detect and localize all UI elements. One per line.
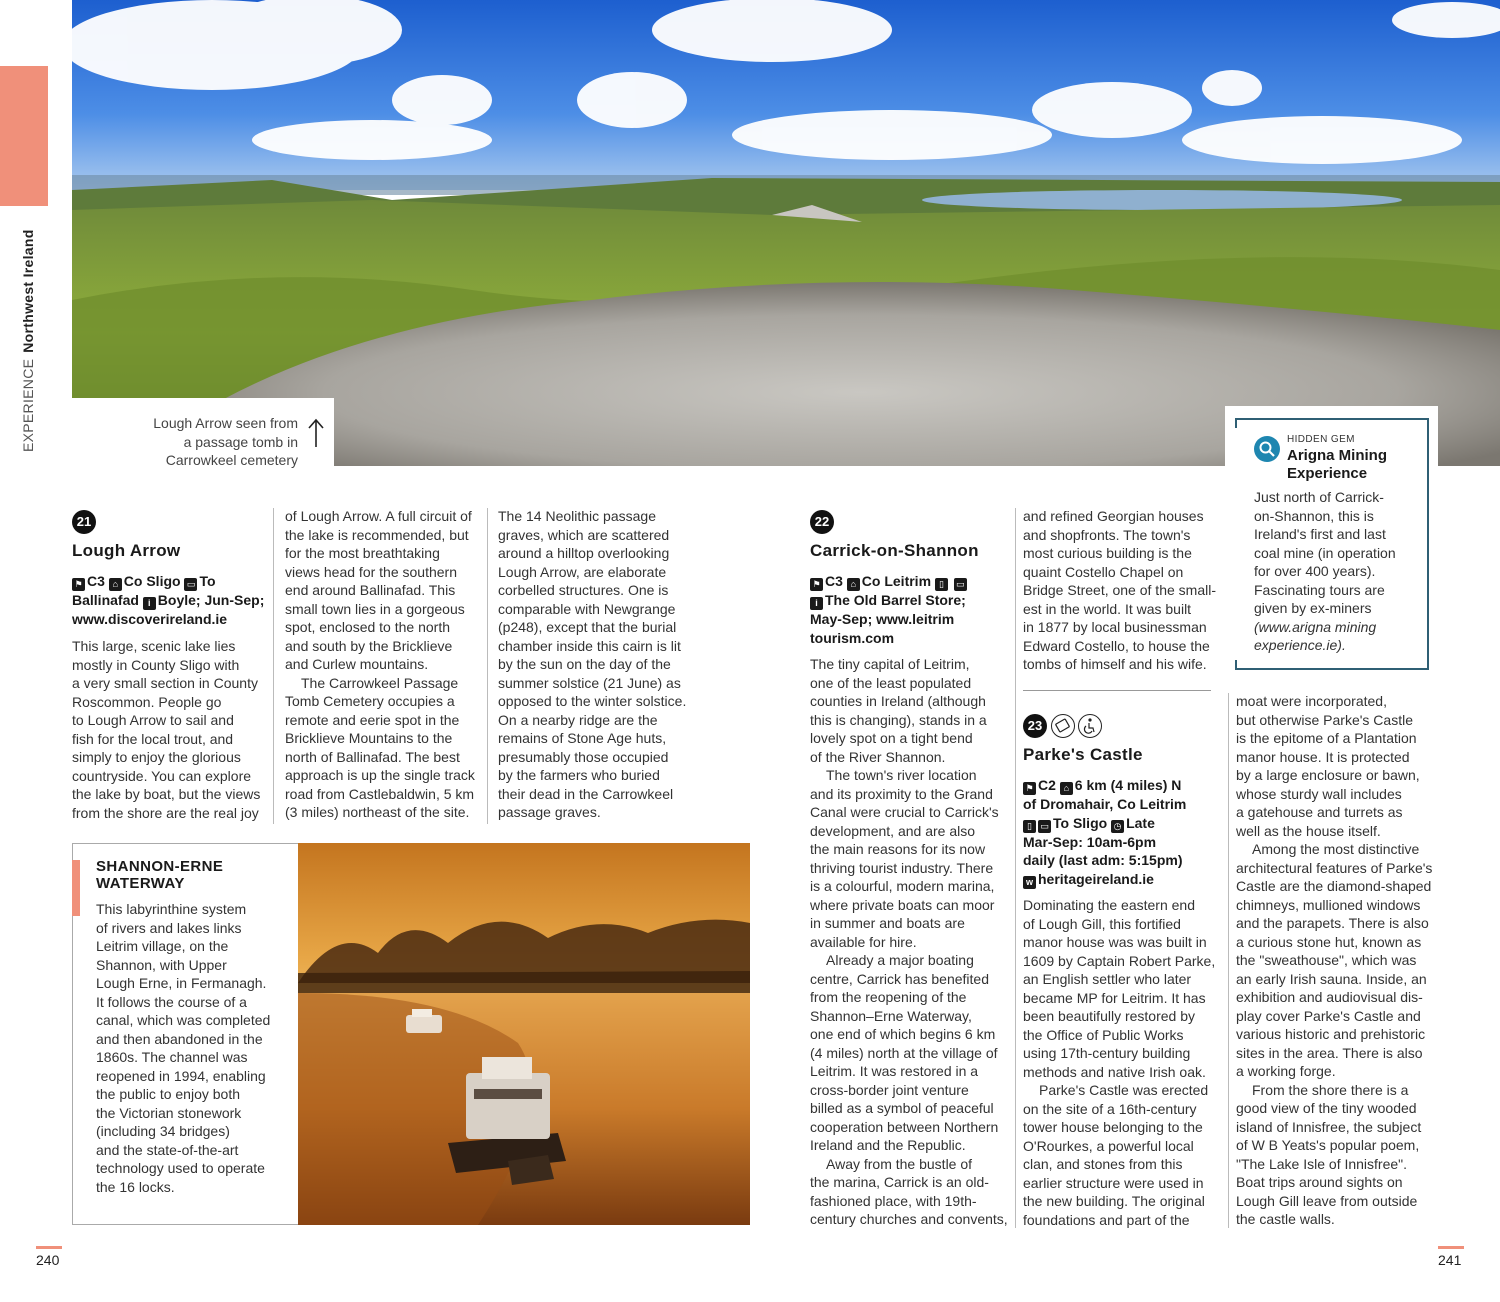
body-line: tower house belonging to the — [1023, 1119, 1203, 1135]
body-line: Lough Erne, in Fermanagh. — [96, 975, 267, 991]
body-line: Lough Gill leave from outside — [1236, 1192, 1418, 1209]
location-icon: ⌂ — [109, 578, 122, 591]
bus-icon: ▭ — [954, 578, 967, 591]
body-line: where private boats can moor — [810, 896, 995, 913]
body-line: a working forge. — [1236, 1063, 1336, 1079]
body-line: Already a major boating — [826, 952, 974, 968]
body-line: the "sweathouse", which was — [1236, 952, 1417, 968]
body-line: 1860s. The channel was — [96, 1049, 248, 1065]
body-line: but otherwise Parke's Castle — [1236, 711, 1413, 728]
body-line: reopened in 1994, enabling — [96, 1067, 266, 1084]
page-number-right: 241 — [1438, 1252, 1462, 1268]
body-line: and the state-of-the-art — [96, 1141, 239, 1158]
body-line: the lake is recommended, but — [285, 526, 469, 543]
body-line: to Lough Arrow to sail and — [72, 712, 234, 728]
caption-line: Lough Arrow seen from — [153, 415, 298, 431]
body-line: Ireland's first and last — [1254, 526, 1386, 542]
body-line: It follows the course of a — [96, 993, 247, 1010]
body-line: This large, scenic lake lies — [72, 638, 236, 654]
hero-photo-lough-arrow — [72, 0, 1500, 466]
body-line: views head for the southern — [285, 563, 457, 580]
body-line: Fascinating tours are — [1254, 581, 1385, 598]
body-line: one end of which begins 6 km — [810, 1026, 996, 1042]
body-line: the public to enjoy both — [96, 1086, 240, 1102]
body-line: exhibition and audiovisual dis- — [1236, 989, 1423, 1005]
body-line: road from Castlebaldwin, 5 km — [285, 785, 475, 802]
carrick-col2 — [1023, 507, 1228, 674]
body-line: architectural features of Parke's — [1236, 859, 1433, 876]
body-line: Leitrim. It was restored in a — [810, 1063, 979, 1079]
body-line: their dead in the Carrowkeel — [498, 785, 674, 802]
body-line: and then abandoned in the — [96, 1030, 263, 1047]
body-line: most curious building is the — [1023, 545, 1192, 561]
body-line: clan, and stones from this — [1023, 1156, 1183, 1172]
hero-caption — [120, 414, 298, 470]
body-line: is a colourful, modern marina, — [810, 878, 995, 894]
body-line: thriving tourist industry. There — [810, 859, 994, 876]
body-line: various historic and prehistoric — [1236, 1026, 1426, 1042]
side-accent-bar — [0, 66, 48, 206]
body-line: is the epitome of a Plantation — [1236, 730, 1417, 746]
body-line: (p248), except that the burial — [498, 619, 677, 635]
body-line: and Curlew mountains. — [285, 656, 429, 672]
body-line: the Victorian stonework — [96, 1104, 242, 1121]
body-line: countryside. You can explore — [72, 767, 252, 784]
body-line: The town's river location — [826, 767, 977, 783]
body-line: small town lies in a gorgeous — [285, 600, 465, 617]
body-line: quaint Costello Chapel on — [1023, 563, 1184, 580]
side-section-label — [20, 212, 36, 452]
column-rule — [487, 508, 488, 824]
lough-arrow-col1 — [72, 637, 268, 822]
body-line: this is changing), stands in a — [810, 711, 987, 728]
hidden-gem-text — [1254, 488, 1420, 655]
body-line: an English settler who later — [1023, 971, 1192, 987]
carrick-col1 — [810, 655, 1010, 1229]
body-line: development, and are also — [810, 822, 975, 839]
body-line: Among the most distinctive — [1252, 841, 1420, 857]
accessibility-icon — [1078, 714, 1102, 738]
location-icon: ⌂ — [847, 578, 860, 591]
parkes-info: ⚑ C2 ⌂ 6 km (4 miles) N of Dromahair, Co Leitrim ▯ ▭ To Sligo ◷ Late Mar-Sep: 10am-6pm daily (last adm: 5:15pm) w heritageireland.ie — [1023, 777, 1187, 887]
body-line: Castle are the diamond-shaped — [1236, 878, 1432, 894]
body-line: cross-border joint venture — [810, 1081, 969, 1098]
map-icon: ⚑ — [72, 578, 85, 591]
body-line: in 1877 by local businessman — [1023, 619, 1207, 635]
body-line: Bricklieve Mountains to the — [285, 730, 453, 746]
body-line: (3 miles) northeast of the site. — [285, 804, 470, 820]
body-line: Ireland and the Republic. — [810, 1137, 966, 1153]
body-line: for the most breathtaking — [285, 545, 440, 561]
body-line: The Carrowkeel Passage — [301, 674, 459, 691]
train-icon: ▯ — [1023, 820, 1036, 833]
body-line: Away from the bustle of — [826, 1155, 973, 1172]
section-title-parkes: Parke's Castle — [1023, 745, 1143, 764]
body-line: O'Rourkes, a powerful local — [1023, 1137, 1194, 1154]
hidden-gem-title: Arigna Mining Experience — [1287, 447, 1387, 482]
body-line: and its proximity to the Grand — [810, 785, 993, 802]
body-line: counties in Ireland (although — [810, 693, 986, 709]
body-line: a very small section in County — [72, 675, 258, 691]
body-line: comparable with Newgrange — [498, 600, 676, 617]
body-line: by the sun on the day of the — [498, 656, 671, 672]
page-number-left: 240 — [36, 1252, 60, 1268]
body-line: opposed to the winter solstice. — [498, 693, 687, 709]
body-line: the new building. The original — [1023, 1193, 1205, 1209]
side-section: EXPERIENCE — [20, 358, 36, 452]
body-line: by the farmers who buried — [498, 767, 660, 783]
body-line: Bridge Street, one of the small- — [1023, 582, 1216, 598]
body-line: est in the world. It was built — [1023, 600, 1192, 617]
body-line: whose sturdy wall includes — [1236, 785, 1402, 802]
section-title-lough-arrow: Lough Arrow — [72, 541, 181, 560]
body-line: graves, which are scattered — [498, 526, 670, 543]
body-line: of Lough Gill, this fortified — [1023, 915, 1181, 932]
body-line: summer solstice (21 June) as — [498, 674, 681, 691]
body-line: methods and native Irish oak. — [1023, 1063, 1206, 1080]
shannon-erne-title: SHANNON-ERNE WATERWAY — [96, 858, 224, 892]
location-icon: ⌂ — [1060, 782, 1073, 795]
body-line: remote and eerie spot in the — [285, 711, 460, 728]
body-line: island of Innisfree, the subject — [1236, 1118, 1422, 1135]
body-line: sites in the area. There is also — [1236, 1044, 1423, 1061]
body-line: fashioned place, with 19th- — [810, 1192, 977, 1209]
body-line: Shannon, with Upper — [96, 956, 227, 973]
body-line: passage graves. — [498, 804, 601, 820]
hidden-gem-label: HIDDEN GEM — [1287, 434, 1355, 445]
body-line: by a large enclosure or bawn, — [1236, 767, 1420, 783]
body-line: of rivers and lakes links — [96, 919, 242, 936]
body-line: from the reopening of the — [810, 989, 967, 1005]
map-icon: ⚑ — [1023, 782, 1036, 795]
parkes-col2 — [1023, 896, 1228, 1229]
body-line: one of the least populated — [810, 674, 972, 691]
train-icon: ▯ — [935, 578, 948, 591]
body-line: spot, enclosed to the north — [285, 619, 450, 635]
body-line: lovely spot on a tight bend — [810, 730, 973, 746]
body-line: approach is up the single track — [285, 767, 475, 783]
body-line: Dominating the eastern end — [1023, 897, 1195, 913]
side-region: Northwest Ireland — [20, 229, 36, 353]
body-line: the main reasons for its now — [810, 841, 986, 857]
body-line: century churches and convents, — [810, 1211, 1008, 1227]
website-icon: w — [1023, 876, 1036, 889]
body-line: and refined Georgian houses — [1023, 508, 1204, 524]
page-number-bar — [36, 1246, 62, 1249]
body-line: the marina, Carrick is an old- — [810, 1174, 989, 1190]
ticket-icon — [1051, 714, 1075, 738]
body-line: canal, which was completed — [96, 1012, 271, 1028]
body-line: the castle walls. — [1236, 1211, 1335, 1227]
section-title-carrick: Carrick-on-Shannon — [810, 541, 979, 560]
body-line: technology used to operate — [96, 1160, 265, 1176]
body-line: and shopfronts. The town's — [1023, 526, 1191, 543]
body-line: Shannon–Erne Waterway, — [810, 1007, 972, 1024]
body-line: of W B Yeats's popular poem, — [1236, 1137, 1420, 1153]
body-line: available for hire. — [810, 933, 917, 950]
lough-arrow-col2 — [285, 507, 485, 822]
body-line: From the shore there is a — [1252, 1081, 1409, 1098]
body-line: simply to enjoy the glorious — [72, 749, 241, 765]
body-line: of the River Shannon. — [810, 748, 946, 765]
section-number-22: 22 — [810, 510, 834, 534]
carrick-info: ⚑ C3 ⌂ Co Leitrim ▯ ▭ i The Old Barrel Store; May-Sep; www.leitrim tourism.com — [810, 573, 966, 646]
body-line: and the parapets. There is also — [1236, 915, 1429, 931]
body-line: chamber inside this cairn is lit — [498, 637, 681, 654]
body-line: the lake by boat, but the views — [72, 786, 261, 802]
page-number-bar — [1438, 1246, 1464, 1249]
body-line: corbelled structures. One is — [498, 582, 669, 598]
bus-icon: ▭ — [184, 578, 197, 591]
body-line: well as the house itself. — [1236, 822, 1381, 839]
body-line: good view of the tiny wooded — [1236, 1100, 1417, 1116]
body-line: earlier structure were used in — [1023, 1174, 1204, 1191]
body-line: north of Ballinafad. The best — [285, 748, 460, 765]
body-line: the Office of Public Works — [1023, 1026, 1184, 1043]
body-line: became MP for Leitrim. It has — [1023, 989, 1206, 1006]
info-icon: i — [810, 597, 823, 610]
body-line: been beautifully restored by — [1023, 1008, 1195, 1024]
body-line: on the site of a 16th-century — [1023, 1100, 1197, 1117]
section-divider — [1023, 690, 1211, 691]
body-line: Roscommon. People go — [72, 693, 222, 710]
section-number-23: 23 — [1023, 714, 1047, 738]
body-line: play cover Parke's Castle and — [1236, 1007, 1421, 1024]
caption-line: Carrowkeel cemetery — [165, 452, 298, 468]
caption-line: a passage tomb in — [183, 433, 298, 450]
body-line: in summer and boats are — [810, 915, 965, 931]
body-line: foundations and part of the — [1023, 1211, 1190, 1228]
body-line: manor house. It is protected — [1236, 748, 1410, 765]
column-rule — [1228, 693, 1229, 1228]
lough-arrow-col3 — [498, 507, 698, 822]
column-rule — [1015, 508, 1016, 1228]
clock-icon: ◷ — [1111, 820, 1124, 833]
body-line: Leitrim village, on the — [96, 938, 229, 954]
body-line: The 14 Neolithic passage — [498, 508, 656, 524]
body-line: Tomb Cemetery occupies a — [285, 693, 455, 709]
body-line: Just north of Carrick- — [1254, 489, 1384, 505]
arrow-up-icon — [306, 418, 326, 448]
body-line: manor house was was built in — [1023, 934, 1207, 950]
body-line: billed as a symbol of peaceful — [810, 1100, 994, 1116]
body-line: and south by the Bricklieve — [285, 637, 453, 654]
body-line: Edward Costello, to house the — [1023, 637, 1210, 654]
body-line: coal mine (in operation — [1254, 544, 1396, 561]
parkes-col3 — [1236, 692, 1441, 1229]
body-line: (4 miles) north at the village of — [810, 1044, 998, 1061]
body-line: an early Irish sauna. Inside, an — [1236, 970, 1427, 987]
body-line: using 17th-century building — [1023, 1045, 1191, 1061]
shannon-boats-photo — [298, 843, 750, 1225]
body-line: the 16 locks. — [96, 1178, 175, 1195]
body-line: around a hilltop overlooking — [498, 545, 670, 561]
body-line: tombs of himself and his wife. — [1023, 656, 1207, 672]
body-line: The tiny capital of Leitrim, — [810, 656, 970, 672]
body-line: Lough Arrow, are elaborate — [498, 563, 667, 580]
body-line: (including 34 bridges) — [96, 1123, 230, 1139]
body-line: remains of Stone Age huts, — [498, 730, 667, 746]
body-line: This labyrinthine system — [96, 901, 247, 917]
body-line: cooperation between Northern — [810, 1118, 999, 1135]
column-rule — [273, 508, 274, 824]
body-line: 1609 by Captain Robert Parke, — [1023, 952, 1216, 969]
body-line: Boat trips around sights on — [1236, 1174, 1403, 1190]
body-line: moat were incorporated, — [1236, 693, 1387, 709]
section-number-21: 21 — [72, 510, 96, 534]
magnifier-icon — [1254, 436, 1280, 462]
body-line: Canal were crucial to Carrick's — [810, 804, 999, 820]
body-line: fish for the local trout, and — [72, 730, 234, 747]
body-line: on-Shannon, this is — [1254, 507, 1374, 524]
body-line: end around Ballinafad. This — [285, 582, 456, 598]
body-line: chimneys, mullioned windows — [1236, 896, 1421, 913]
body-line: a gatehouse and turrets as — [1236, 804, 1403, 820]
body-line: from the shore are the real joy — [72, 804, 259, 821]
body-line: (www.arigna mining — [1254, 618, 1377, 635]
body-line: mostly in County Sligo with — [72, 656, 240, 673]
body-line: "The Lake Isle of Innisfree". — [1236, 1155, 1408, 1172]
body-line: of Lough Arrow. A full circuit of — [285, 508, 472, 524]
lough-arrow-info: ⚑ C3 ⌂ Co Sligo ▭ To Ballinafad i Boyle; Jun-Sep; www.discoverireland.ie — [72, 573, 265, 627]
body-line: centre, Carrick has benefited — [810, 970, 989, 987]
body-line: On a nearby ridge are the — [498, 711, 658, 728]
bus-icon: ▭ — [1038, 820, 1051, 833]
shannon-erne-accent — [72, 860, 80, 916]
body-line: experience.ie). — [1254, 637, 1346, 653]
body-line: presumably those occupied — [498, 748, 669, 765]
body-line: Parke's Castle was erected — [1039, 1082, 1209, 1098]
body-line: a curious stone hut, known as — [1236, 933, 1422, 950]
map-icon: ⚑ — [810, 578, 823, 591]
body-line: for over 400 years). — [1254, 563, 1376, 579]
body-line: given by ex-miners — [1254, 600, 1372, 616]
info-icon: i — [143, 597, 156, 610]
shannon-erne-text — [96, 900, 286, 1196]
